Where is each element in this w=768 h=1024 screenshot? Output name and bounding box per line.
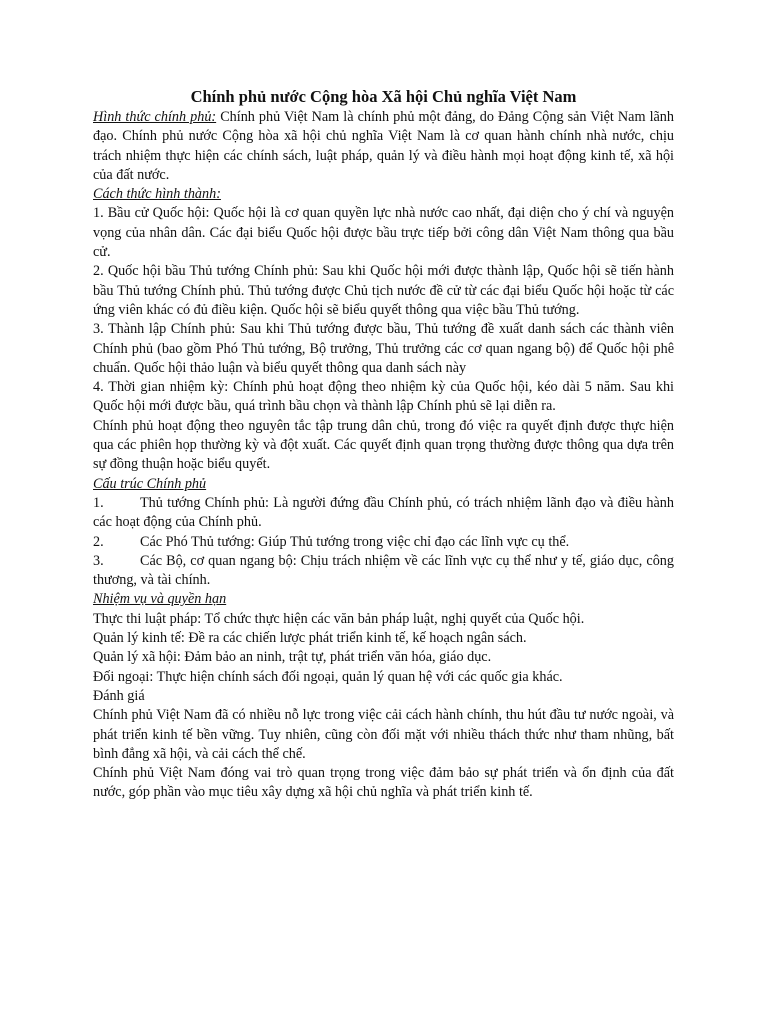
formation-step: 2. Quốc hội bầu Thủ tướng Chính phủ: Sau khi Quốc hội mới được thành lập, Quốc hội sẽ tiến hành bầu Thủ tướng Chính phủ. Thủ tướng được Chủ tịch nước đề cử từ các đại biểu Quốc hội hoặc từ các ứng viên khác có đủ điều kiện. Quốc hội sẽ biểu quyết thông qua việc bầu Thủ tướng. bbox=[93, 263, 674, 318]
formation-step: 3. Thành lập Chính phủ: Sau khi Thủ tướng được bầu, Thủ tướng đề xuất danh sách các thành viên Chính phủ (bao gồm Phó Thủ tướng, Bộ trưởng, Thủ trưởng các cơ quan ngang bộ) để Quốc hội phê chuẩn. Quốc hội thảo luận và biểu quyết thông qua danh sách này bbox=[93, 321, 674, 376]
evaluation-paragraph: Chính phủ Việt Nam đóng vai trò quan trọng trong việc đảm bảo sự phát triển và ổn định của đất nước, góp phần vào mục tiêu xây dựng xã hội chủ nghĩa và phát triển kinh tế. bbox=[93, 765, 674, 801]
evaluation-heading: Đánh giá bbox=[93, 687, 145, 704]
duty-item: Thực thi luật pháp: Tổ chức thực hiện các văn bản pháp luật, nghị quyết của Quốc hội. bbox=[93, 610, 585, 627]
evaluation-paragraph: Chính phủ Việt Nam đã có nhiều nỗ lực trong việc cải cách hành chính, thu hút đầu tư nước ngoài, và phát triển kinh tế bền vững. Tuy nhiên, cũng còn đối mặt với nhiều thách thức như tham nhũng, bất bình đẳng xã hội, và cải cách thể chế. bbox=[93, 707, 674, 762]
formation-heading: Cách thức hình thành: bbox=[93, 186, 221, 203]
structure-item bbox=[93, 533, 674, 552]
duty-item: Quản lý xã hội: Đảm bảo an ninh, trật tự, phát triển văn hóa, giáo dục. bbox=[93, 649, 492, 666]
structure-heading-line bbox=[93, 475, 674, 494]
document-title: Chính phủ nước Cộng hòa Xã hội Chủ nghĩa Việt Nam bbox=[190, 87, 577, 106]
formation-step: 1. Bầu cử Quốc hội: Quốc hội là cơ quan quyền lực nhà nước cao nhất, đại diện cho ý chí và nguyện vọng của nhân dân. Các đại biểu Quốc hội được bầu trực tiếp bởi công dân Việt Nam thông qua bầu cử. bbox=[93, 205, 674, 261]
formation-step: 4. Thời gian nhiệm kỳ: Chính phủ hoạt động theo nhiệm kỳ của Quốc hội, kéo dài 5 năm. Sau khi Quốc hội mới được bầu, quá trình bầu chọn và thành lập Chính phủ sẽ lại diễn ra. bbox=[93, 379, 674, 415]
structure-heading: Cấu trúc Chính phủ bbox=[93, 475, 207, 492]
structure-item-number: 3. bbox=[93, 552, 104, 569]
form-paragraph bbox=[93, 108, 674, 185]
structure-item-number: 1. bbox=[93, 494, 104, 511]
duties-heading: Nhiệm vụ và quyền hạn bbox=[93, 591, 227, 608]
duties-heading-line bbox=[93, 590, 674, 609]
duty-item: Đối ngoại: Thực hiện chính sách đối ngoại, quản lý quan hệ với các quốc gia khác. bbox=[93, 668, 563, 685]
duty-item: Quản lý kinh tế: Đề ra các chiến lược phát triển kinh tế, kế hoạch ngân sách. bbox=[93, 630, 527, 647]
structure-item-text: Các Phó Thủ tướng: Giúp Thủ tướng trong việc chỉ đạo các lĩnh vực cụ thể. bbox=[140, 533, 570, 550]
structure-item bbox=[93, 494, 674, 533]
structure-item-text: Thủ tướng Chính phủ: Là người đứng đầu Chính phủ, có trách nhiệm lãnh đạo và điều hành các hoạt động của Chính phủ. bbox=[93, 494, 674, 531]
structure-item bbox=[93, 552, 674, 591]
form-heading: Hình thức chính phủ: bbox=[93, 109, 217, 125]
structure-item-text: Các Bộ, cơ quan ngang bộ: Chịu trách nhiệm về các lĩnh vực cụ thể như y tế, giáo dục, công thương, và tài chính. bbox=[93, 552, 674, 589]
form-text: Chính phủ Việt Nam là chính phủ một đảng, do Đảng Cộng sản Việt Nam lãnh đạo. Chính phủ nước Cộng hòa xã hội chủ nghĩa Việt Nam là cơ quan hành chính nhà nước, chịu trách nhiệm thực hiện các chính sách, luật pháp, quản lý và điều hành mọi hoạt động kinh tế, xã hội của đất nước. bbox=[93, 109, 674, 183]
structure-item-number: 2. bbox=[93, 533, 104, 550]
principle-paragraph: Chính phủ hoạt động theo nguyên tắc tập trung dân chủ, trong đó việc ra quyết định được thực hiện qua các phiên họp thường kỳ và đột xuất. Các quyết định quan trọng thường được thông qua dựa trên sự đồng thuận hoặc biểu quyết. bbox=[93, 417, 674, 473]
